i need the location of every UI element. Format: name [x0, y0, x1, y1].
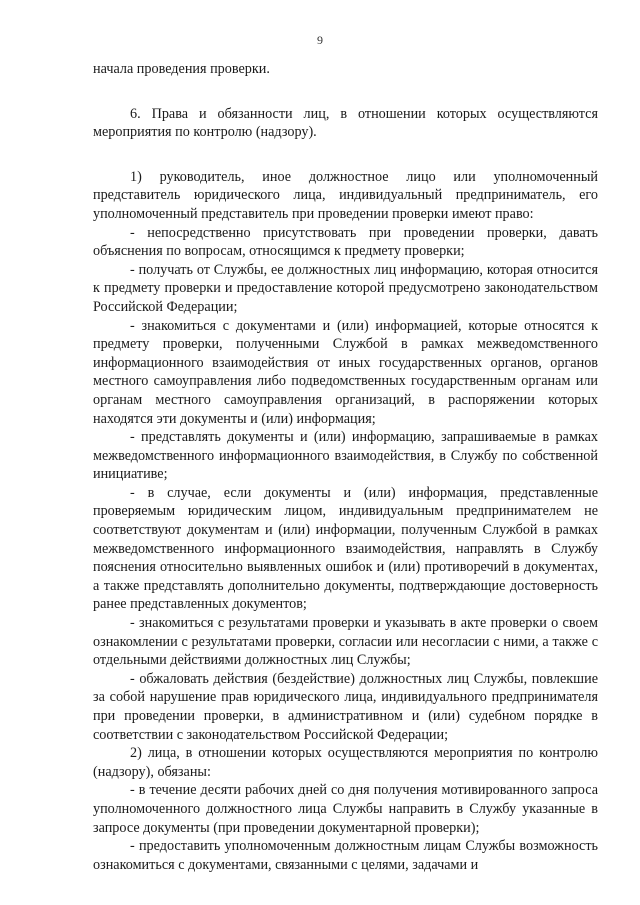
- list-item: - обжаловать действия (бездействие) должностных лиц Службы, повлекшие за собой нарушение прав юридического лица, индивидуального предпринимателя при проведении проверки, в административном и (или) судебном порядке в соответствии с законодательством Российской Федерации;: [93, 670, 598, 743]
- paragraph-rights-intro: 1) руководитель, иное должностное лицо или уполномоченный представитель юридического лица, индивидуальный предприниматель, его уполномоченный представитель при проведении проверки имеют право:: [93, 168, 598, 222]
- page-number: 9: [317, 33, 323, 47]
- paragraph-continuation: начала проведения проверки.: [93, 61, 270, 77]
- list-item: - представлять документы и (или) информацию, запрашиваемые в рамках межведомственного информационного взаимодействия, в Службу по собственной инициативе;: [93, 429, 598, 483]
- paragraph-obligations-intro: 2) лица, в отношении которых осуществляются мероприятия по контролю (надзору), обязаны:: [93, 745, 598, 780]
- list-item: - в течение десяти рабочих дней со дня получения мотивированного запроса уполномоченного должностного лица Службы направить в Службу указанные в запросе документы (при проведении документарной проверки);: [93, 782, 598, 836]
- list-item: - знакомиться с результатами проверки и указывать в акте проверки о своем ознакомлении с результатами проверки, согласии или несогласии с ними, а также с отдельными действиями должностных лиц Службы;: [93, 615, 598, 669]
- document-body: [93, 60, 598, 874]
- list-item: - непосредственно присутствовать при проведении проверки, давать объяснения по вопросам, относящимся к предмету проверки;: [93, 224, 598, 260]
- list-item: - в случае, если документы и (или) информация, представленные проверяемым юридическим лицом, индивидуальным предпринимателем не соответствуют документам и (или) информации, полученным Службой в рамках межведомственного информационного взаимодействия, направлять в Службу пояснения относительно выявленных ошибок и (или) противоречий в документах, а также представлять дополнительно документы, подтверждающие достоверность ранее представленных документов;: [93, 484, 598, 613]
- list-item: - предоставить уполномоченным должностным лицам Службы возможность ознакомиться с документами, связанными с целями, задачами и: [93, 838, 598, 873]
- list-item: - получать от Службы, ее должностных лиц информацию, которая относится к предмету проверки и предоставление которой предусмотрено законодательством Российской Федерации;: [93, 261, 598, 315]
- list-item: - знакомиться с документами и (или) информацией, которые относятся к предмету проверки, полученными Службой в рамках межведомственного информационного взаимодействия от иных государственных органов, органов местного самоуправления либо подведомственных государственным органам или органам местного самоуправления организаций, в распоряжении которых находятся эти документы и (или) информация;: [93, 317, 598, 427]
- section-heading: 6. Права и обязанности лиц, в отношении которых осуществляются мероприятия по контролю (надзору).: [93, 105, 598, 141]
